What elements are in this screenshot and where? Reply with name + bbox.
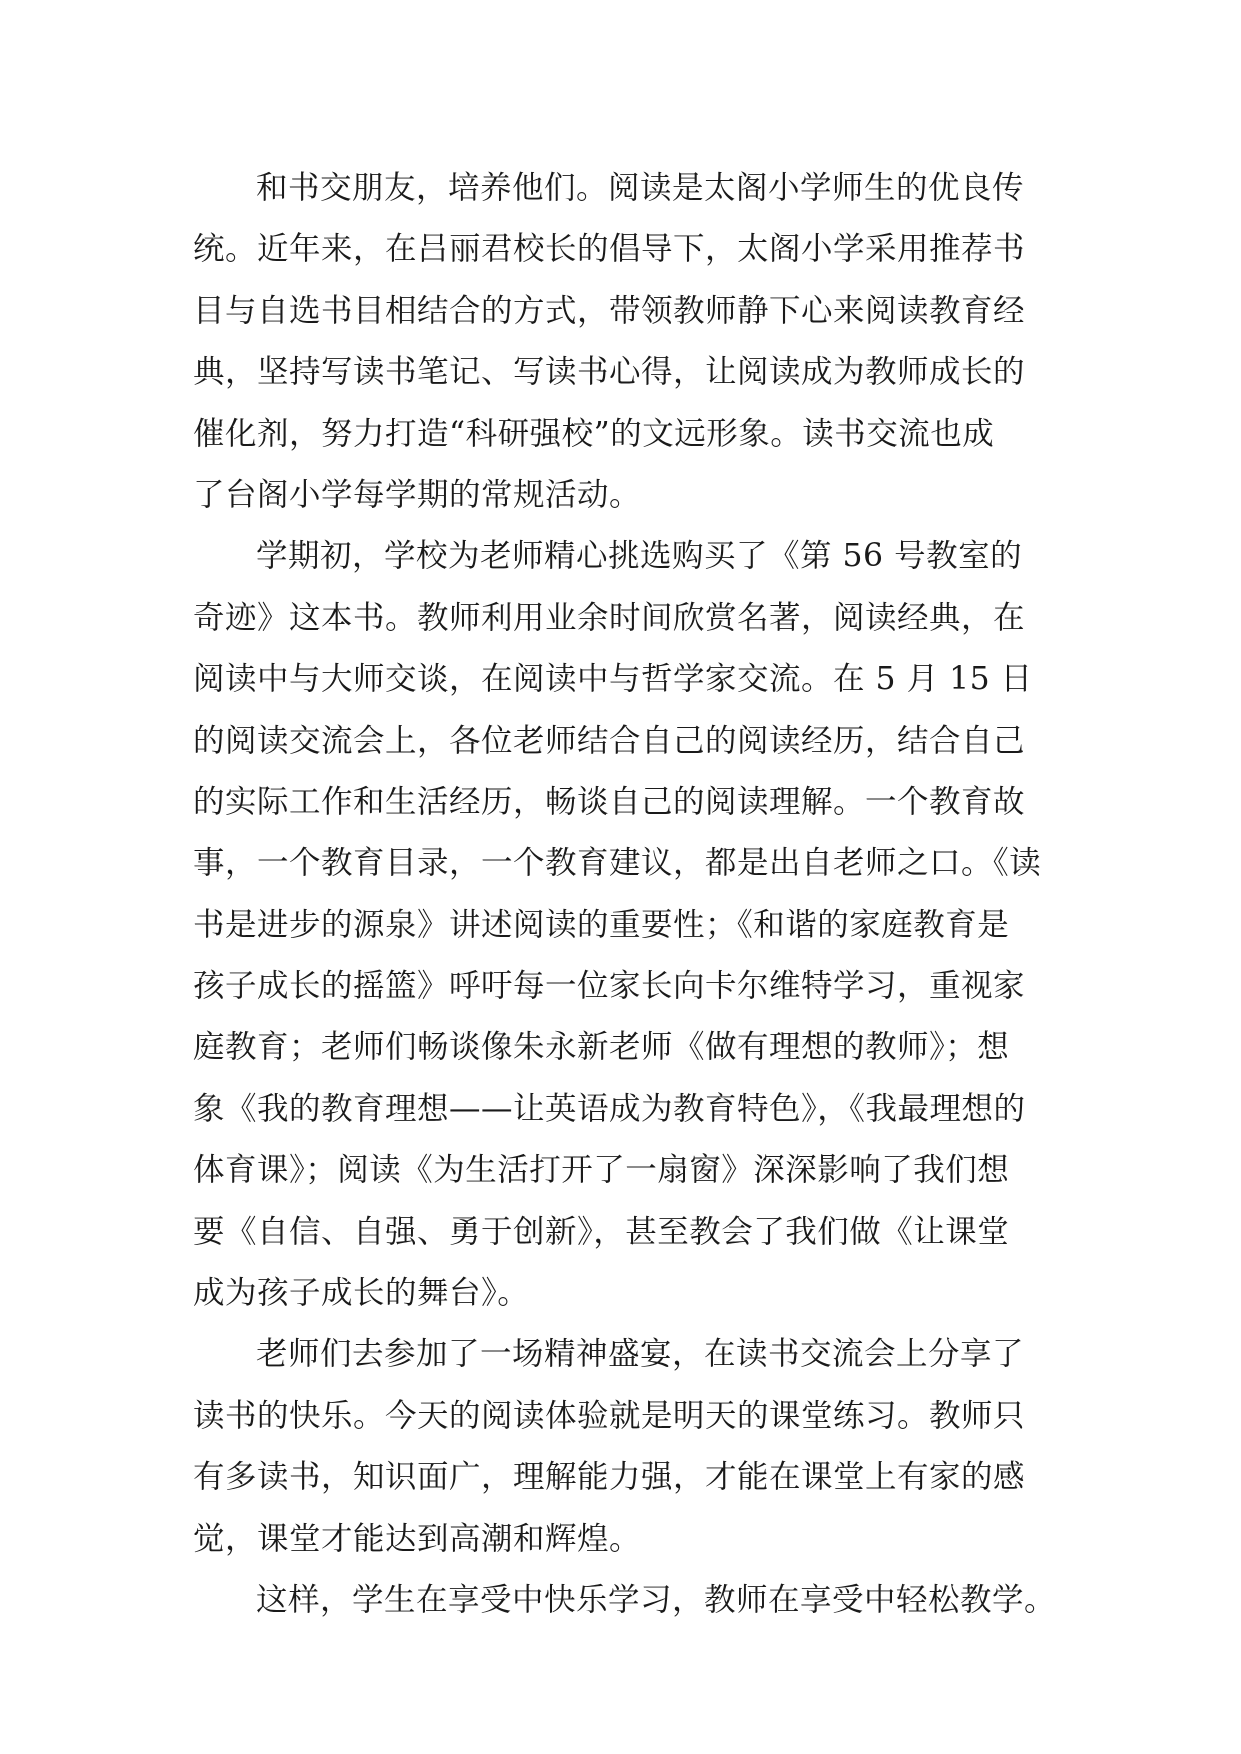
text-line: 奇迹》这本书。教师利用业余时间欣赏名著，阅读经典，在 [193, 599, 1026, 636]
text-line: 老师们去参加了一场精神盛宴，在读书交流会上分享了 [256, 1336, 1025, 1373]
text-line: 书是进步的源泉》讲述阅读的重要性；《和谐的家庭教育是 [193, 906, 1010, 943]
text-line: 成为孩子成长的舞台》。 [193, 1275, 530, 1312]
text-line: 和书交朋友，培养他们。阅读是太阁小学师生的优良传 [256, 170, 1025, 206]
text-line: 有多读书，知识面广，理解能力强，才能在课堂上有家的感 [193, 1459, 1026, 1496]
text-line: 目与自选书目相结合的方式，带领教师静下心来阅读教育经 [193, 292, 1026, 329]
text-line: 觉，课堂才能达到高潮和辉煌。 [193, 1520, 642, 1557]
text-line: 读书的快乐。今天的阅读体验就是明天的课堂练习。教师只 [193, 1397, 1026, 1434]
text-line: 的阅读交流会上，各位老师结合自己的阅读经历，结合自己 [193, 722, 1026, 759]
text-line: 要《自信、自强、勇于创新》，甚至教会了我们做《让课堂 [193, 1213, 1010, 1250]
text-line: 这样，学生在享受中快乐学习，教师在享受中轻松教学。 [256, 1581, 1057, 1618]
text-line: 统。近年来，在吕丽君校长的倡导下，太阁小学采用推荐书 [193, 231, 1026, 268]
text-line: 象《我的教育理想——让英语成为教育特色》，《我最理想的 [193, 1090, 1026, 1127]
text-line: 孩子成长的摇篮》呼吁每一位家长向卡尔维特学习，重视家 [193, 968, 1026, 1005]
text-line: 庭教育；老师们畅谈像朱永新老师《做有理想的教师》；想 [193, 1029, 1010, 1066]
text-line: 了台阁小学每学期的常规活动。 [193, 476, 642, 513]
text-line: 事，一个教育目录，一个教育建议，都是出自老师之口。《读 [193, 845, 1042, 882]
text-line: 典，坚持写读书笔记、写读书心得，让阅读成为教师成长的 [193, 354, 1026, 391]
text-line: 的实际工作和生活经历，畅谈自己的阅读理解。一个教育故 [193, 783, 1026, 820]
text-line: 体育课》；阅读《为生活打开了一扇窗》深深影响了我们想 [193, 1152, 1010, 1189]
text-line: 催化剂，努力打造“科研强校”的文远形象。读书交流也成 [193, 415, 995, 452]
text-line: 阅读中与大师交谈，在阅读中与哲学家交流。在 5 月 15 日 [193, 661, 1033, 698]
text-line: 学期初，学校为老师精心挑选购买了《第 56 号教室的 [256, 538, 1023, 575]
body-text [193, 158, 1057, 1631]
